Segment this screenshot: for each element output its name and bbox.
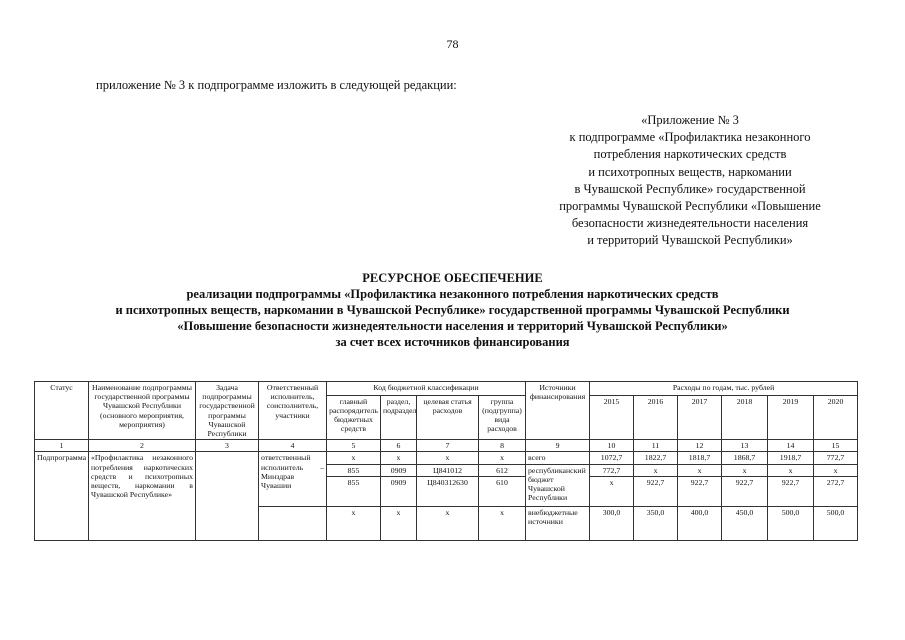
kbk-cell: x (417, 452, 479, 464)
kbk-cell: x (417, 506, 479, 540)
source-cell: республиканский бюджет Чувашской Республики (526, 464, 590, 506)
column-number: 3 (196, 440, 259, 452)
row-executor-empty (259, 506, 327, 540)
value-cell: x (634, 464, 678, 476)
value-cell: 300,0 (590, 506, 634, 540)
header-task: Задача подпрограммы государственной программы Чувашской Республики (196, 382, 259, 440)
row-executor: ответственный исполнитель – Минздрав Чувашии (259, 452, 327, 506)
value-cell: 922,7 (634, 476, 678, 506)
value-cell: 1072,7 (590, 452, 634, 464)
header-kbk-section: раздел, подраздел (381, 395, 417, 440)
value-cell: x (768, 464, 814, 476)
header-sources: Источники финансирования (526, 382, 590, 440)
column-number: 10 (590, 440, 634, 452)
title-line: и психотропных веществ, наркомании в Чувашской Республике» государственной программы Чувашской Республики (115, 303, 790, 317)
source-cell: внебюджетные источники (526, 506, 590, 540)
kbk-cell: Ц841012 (417, 464, 479, 476)
title-line: РЕСУРСНОЕ ОБЕСПЕЧЕНИЕ (362, 271, 543, 285)
kbk-cell: x (327, 452, 381, 464)
value-cell: 1818,7 (678, 452, 722, 464)
document-title (0, 270, 905, 350)
row-task (196, 452, 259, 540)
column-number: 11 (634, 440, 678, 452)
appendix-line: программы Чувашской Республики «Повышение (559, 199, 821, 214)
header-status: Статус (35, 382, 89, 440)
kbk-cell: 855 (327, 464, 381, 476)
value-cell: 772,7 (590, 464, 634, 476)
value-cell: 400,0 (678, 506, 722, 540)
page-number: 78 (446, 37, 459, 51)
header-year: 2015 (590, 395, 634, 440)
column-number: 4 (259, 440, 327, 452)
value-cell: 500,0 (814, 506, 858, 540)
table-row (35, 452, 858, 464)
header-kbk-grbs: главный распорядитель бюджетных средств (327, 395, 381, 440)
value-cell: 922,7 (768, 476, 814, 506)
appendix-line: в Чувашской Республике» государственной (574, 181, 806, 196)
kbk-cell: x (479, 452, 526, 464)
value-cell: x (814, 464, 858, 476)
value-cell: 272,7 (814, 476, 858, 506)
value-cell: 450,0 (722, 506, 768, 540)
header-kbk: Код бюджетной классификации (327, 382, 526, 396)
appendix-line: и территорий Чувашской Республики» (587, 233, 793, 248)
header-row (35, 382, 858, 396)
kbk-cell: 0909 (381, 464, 417, 476)
row-status: Подпрограмма (35, 452, 89, 540)
intro-text: приложение № 3 к подпрограмме изложить в следующей редакции: (96, 78, 457, 92)
value-cell: 922,7 (722, 476, 768, 506)
header-year: 2017 (678, 395, 722, 440)
value-cell: x (722, 464, 768, 476)
column-number-row (35, 440, 858, 452)
appendix-line: потребления наркотических средств (593, 147, 787, 162)
column-number: 12 (678, 440, 722, 452)
column-number: 7 (417, 440, 479, 452)
column-number: 2 (89, 440, 196, 452)
title-line: реализации подпрограммы «Профилактика незаконного потребления наркотических средств (186, 287, 719, 301)
value-cell: 772,7 (814, 452, 858, 464)
title-line: «Повышение безопасности жизнедеятельности населения и территорий Чувашской Республики» (177, 319, 728, 333)
header-kbk-group: группа (подгруппа) вида расходов (479, 395, 526, 440)
kbk-cell: x (381, 452, 417, 464)
appendix-header (540, 112, 840, 250)
kbk-cell: x (479, 506, 526, 540)
appendix-line: «Приложение № 3 (641, 113, 739, 127)
value-cell: 1918,7 (768, 452, 814, 464)
kbk-cell: 612 (479, 464, 526, 476)
column-number: 14 (768, 440, 814, 452)
kbk-cell: x (381, 506, 417, 540)
kbk-cell: 855 (327, 476, 381, 506)
value-cell: 1868,7 (722, 452, 768, 464)
kbk-cell: Ц840312630 (417, 476, 479, 506)
header-year: 2019 (768, 395, 814, 440)
header-year: 2018 (722, 395, 768, 440)
column-number: 13 (722, 440, 768, 452)
value-cell: 500,0 (768, 506, 814, 540)
appendix-line: безопасности жизнедеятельности населения (571, 216, 809, 231)
header-expenses: Расходы по годам, тыс. рублей (590, 382, 858, 396)
source-cell: всего (526, 452, 590, 464)
header-year: 2016 (634, 395, 678, 440)
appendix-line: к подпрограмме «Профилактика незаконного (569, 130, 811, 145)
kbk-cell: 0909 (381, 476, 417, 506)
value-cell: x (678, 464, 722, 476)
column-number: 6 (381, 440, 417, 452)
column-number: 8 (479, 440, 526, 452)
header-year: 2020 (814, 395, 858, 440)
header-kbk-article: целевая статья расходов (417, 395, 479, 440)
kbk-cell: 610 (479, 476, 526, 506)
column-number: 9 (526, 440, 590, 452)
header-name: Наименование подпрограммы государственной программы Чувашской Республики (основного мероприятия, мероприятия) (89, 382, 196, 440)
value-cell: 922,7 (678, 476, 722, 506)
column-number: 1 (35, 440, 89, 452)
header-executor: Ответственный исполнитель, соисполнитель, участники (259, 382, 327, 440)
row-name: «Профилактика незаконного потребления наркотических средств и психотропных веществ, наркомании в Чувашской Республике» (89, 452, 196, 540)
value-cell: 1822,7 (634, 452, 678, 464)
appendix-line: и психотропных веществ, наркомании (588, 164, 792, 179)
kbk-cell: x (327, 506, 381, 540)
title-line: за счет всех источников финансирования (335, 335, 570, 349)
column-number: 5 (327, 440, 381, 452)
column-number: 15 (814, 440, 858, 452)
resource-table (34, 381, 858, 541)
value-cell: 350,0 (634, 506, 678, 540)
value-cell: x (590, 476, 634, 506)
